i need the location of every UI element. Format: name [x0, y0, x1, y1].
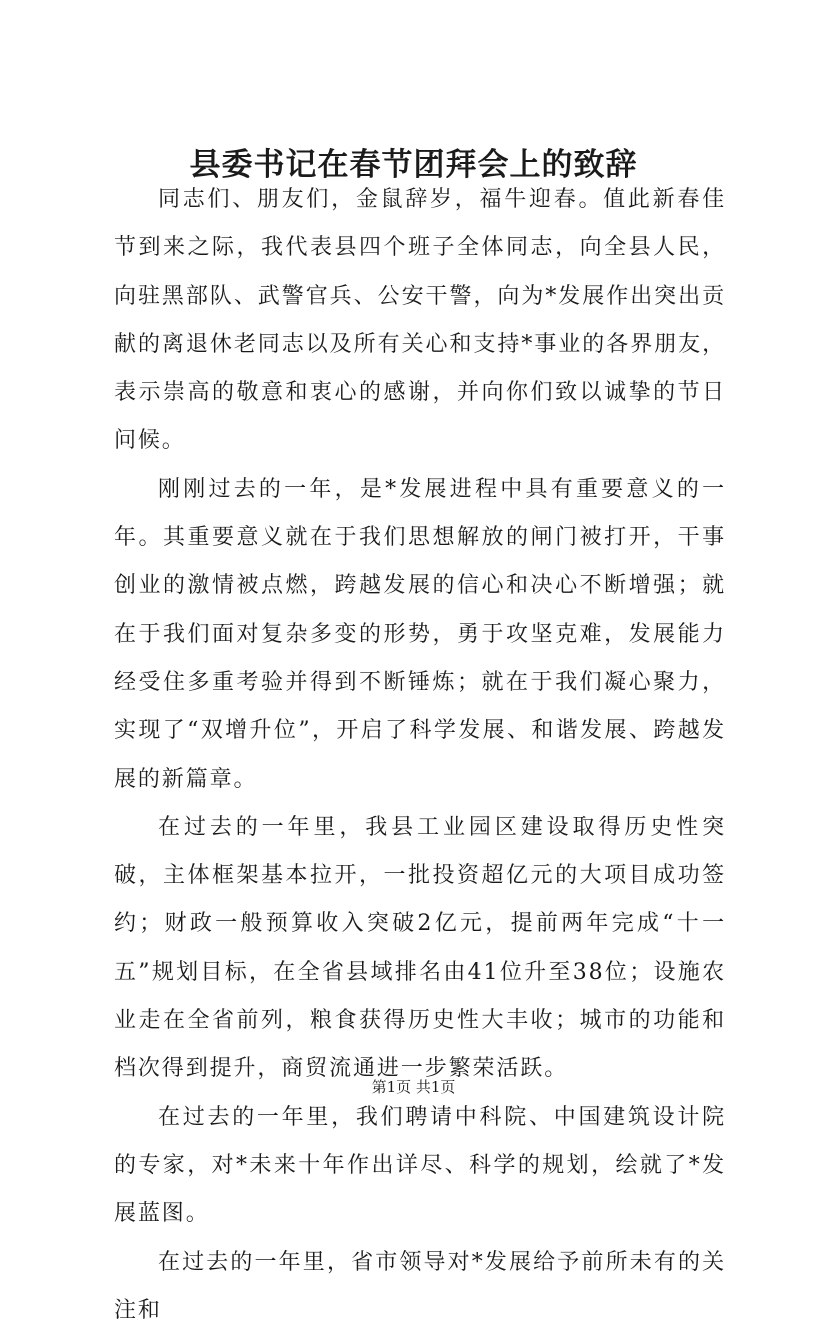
paragraph-leadership-attention: 在过去的一年里，省市领导对*发展给予前所未有的关注和 — [114, 1249, 726, 1323]
document-body — [114, 176, 726, 1335]
paragraph-achievements: 在过去的一年里，我县工业园区建设取得历史性突破，主体框架基本拉开，一批投资超亿元的大项目成功签约；财政一般预算收入突破2亿元，提前两年完成“十一五”规划目标，在全省县域排名由41位升至38位；设施农业走在全省前列，粮食获得历史性大丰收；城市的功能和档次得到提升，商贸流通进一步繁荣活跃。 — [114, 814, 726, 1082]
paragraph-greeting: 同志们、朋友们，金鼠辞岁，福牛迎春。值此新春佳节到来之际，我代表县四个班子全体同志，向全县人民，向驻黑部队、武警官兵、公安干警，向为*发展作出突出贡献的离退休老同志以及所有关心和支持*事业的各界朋友，表示崇高的敬意和衷心的感谢，并向你们致以诚挚的节日问候。 — [114, 187, 726, 454]
paragraph-past-year-significance: 刚刚过去的一年，是*发展进程中具有重要意义的一年。其重要意义就在于我们思想解放的闸门被打开，干事创业的激情被点燃，跨越发展的信心和决心不断增强；就在于我们面对复杂多变的形势，勇于攻坚克难，发展能力经受住多重考验并得到不断锤炼；就在于我们凝心聚力，实现了“双增升位”，开启了科学发展、和谐发展、跨越发展的新篇章。 — [114, 476, 726, 792]
paragraph-planning: 在过去的一年里，我们聘请中科院、中国建筑设计院的专家，对*未来十年作出详尽、科学的规划，绘就了*发展蓝图。 — [114, 1104, 726, 1227]
document-title: 县委书记在春节团拜会上的致辞 — [189, 147, 638, 183]
page-footer: 第1页 共1页 — [371, 1078, 456, 1096]
